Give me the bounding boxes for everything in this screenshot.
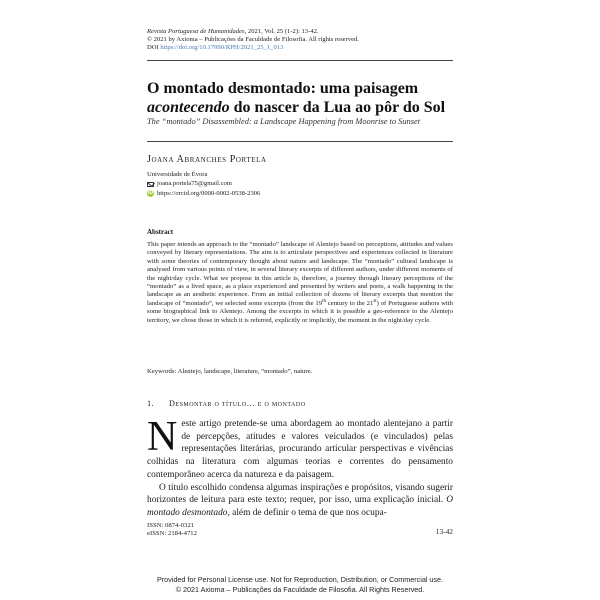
license-line-1: Provided for Personal License use. Not for Reproduction, Distribution, or Commercial use. <box>156 575 444 584</box>
paragraph-1-text: este artigo pretende-se uma abordagem ao montado alentejano a partir de percepções, atitudes e valores veiculados (e vinculados) pelas representações literárias, procurando articular perspectivas e vivências colhidas na literatura com algumas teorias e correntes do pensamento contemporâneo acerca da natureza e da paisagem. <box>147 419 453 480</box>
section-number: 1. <box>147 399 155 408</box>
issn-block <box>147 522 197 538</box>
paragraph-2-start: O título escolhido condensa algumas inspirações e propósitos, visando sugerir horizontes de leitura para este texto; requer, por isso, uma explicação inicial. <box>147 482 453 506</box>
article-title <box>147 80 457 117</box>
body-text <box>147 414 453 520</box>
paragraph-1 <box>147 414 453 482</box>
drop-cap: N <box>147 414 178 460</box>
abstract-text-part-1: This paper intends an approach to the “montado” landscape of Alentejo based on perceptions, attitudes and values conveyed by literary representations. The aim is to articulate perspectives and experiences collected in literature with some theories of contemporary thought about nature and landscape. The “montado” cultural landscape is analysed from various points of view, in several literary excerpts of different authors, under different moments of the night/day cycle. What we propose in this article is, therefore, a journey through literary perceptions of the “montado” as a lived space, as a place experienced and presented by writers and poets, a walk happening in the landscape as an aesthetic experience. From an initial collection of dozens of literary excerpts that mention the landscape of “montado”, we selected some excerpts (from the 19 <box>147 241 453 307</box>
abstract-heading: Abstract <box>147 228 174 236</box>
abstract-sup-2: st <box>373 298 377 304</box>
license-notice <box>0 575 600 594</box>
title-line-2-rest: do nascer da Lua ao pôr do Sol <box>229 98 446 116</box>
copyright-line: © 2021 by Axioma – Publicações da Faculdade de Filosofia. All rights reserved. <box>147 36 359 44</box>
paragraph-2-end: além de definir o tema de que nos ocupa- <box>229 507 387 518</box>
abstract-text <box>147 241 453 325</box>
article-subtitle: The “montado” Disassembled: a Landscape Happening from Moonrise to Sunset <box>147 117 421 126</box>
paragraph-2-italic: O montado desmontado, <box>147 495 453 518</box>
abstract-text-part-2: century to the 21 <box>325 299 374 307</box>
abstract-text-part-3: ) of Portuguese authors with some biographical link to Alentejo. Among the excerpts in which it is possible a geo-reference to the Alentejo territory, we chose those in which it is referred, explicitly or implicitly, the moment in the night/day cycle. <box>147 299 453 324</box>
section-title: Desmontar o título… e o montado <box>169 399 306 408</box>
eissn: eISSN: 2184-4712 <box>147 530 197 538</box>
author-email[interactable]: joana.portela75@gmail.com <box>157 180 232 188</box>
mail-icon <box>147 182 154 187</box>
section-heading <box>147 399 306 408</box>
title-line-1: O montado desmontado: uma paisagem <box>147 80 419 97</box>
author-name: Joana Abranches Portela <box>147 154 267 165</box>
issn: ISSN: 0874-0321 <box>147 522 195 529</box>
abstract-sup-1: th <box>322 298 326 304</box>
title-line-2 <box>147 99 457 118</box>
journal-citation: , 2021, Vol. 25 (1-2): 13-42. <box>244 28 319 35</box>
doi-link[interactable]: https://doi.org/10.17990/RPH/2021_25_1_013 <box>160 44 284 52</box>
author-details <box>147 170 260 198</box>
paragraph-2 <box>147 482 453 520</box>
journal-name: Revista Portuguesa de Humanidades <box>147 28 245 35</box>
license-line-2: © 2021 Axioma – Publicações da Faculdade de Filosofia. All Rights Reserved. <box>175 584 425 594</box>
author-orcid[interactable]: https://orcid.org/0000-0002-0538-2306 <box>157 189 261 197</box>
orcid-icon: iD <box>148 190 153 197</box>
title-divider <box>147 141 453 142</box>
doi-label: DOI <box>147 44 159 52</box>
title-italic-word: acontecendo <box>147 98 230 116</box>
keywords: Keywords: Alentejo, landscape, literature, “montado”, nature. <box>147 368 313 375</box>
affiliation: Universidade de Évora <box>147 171 208 178</box>
header-divider <box>147 60 453 61</box>
page-range: 13-42 <box>435 527 453 536</box>
journal-header <box>147 28 447 53</box>
